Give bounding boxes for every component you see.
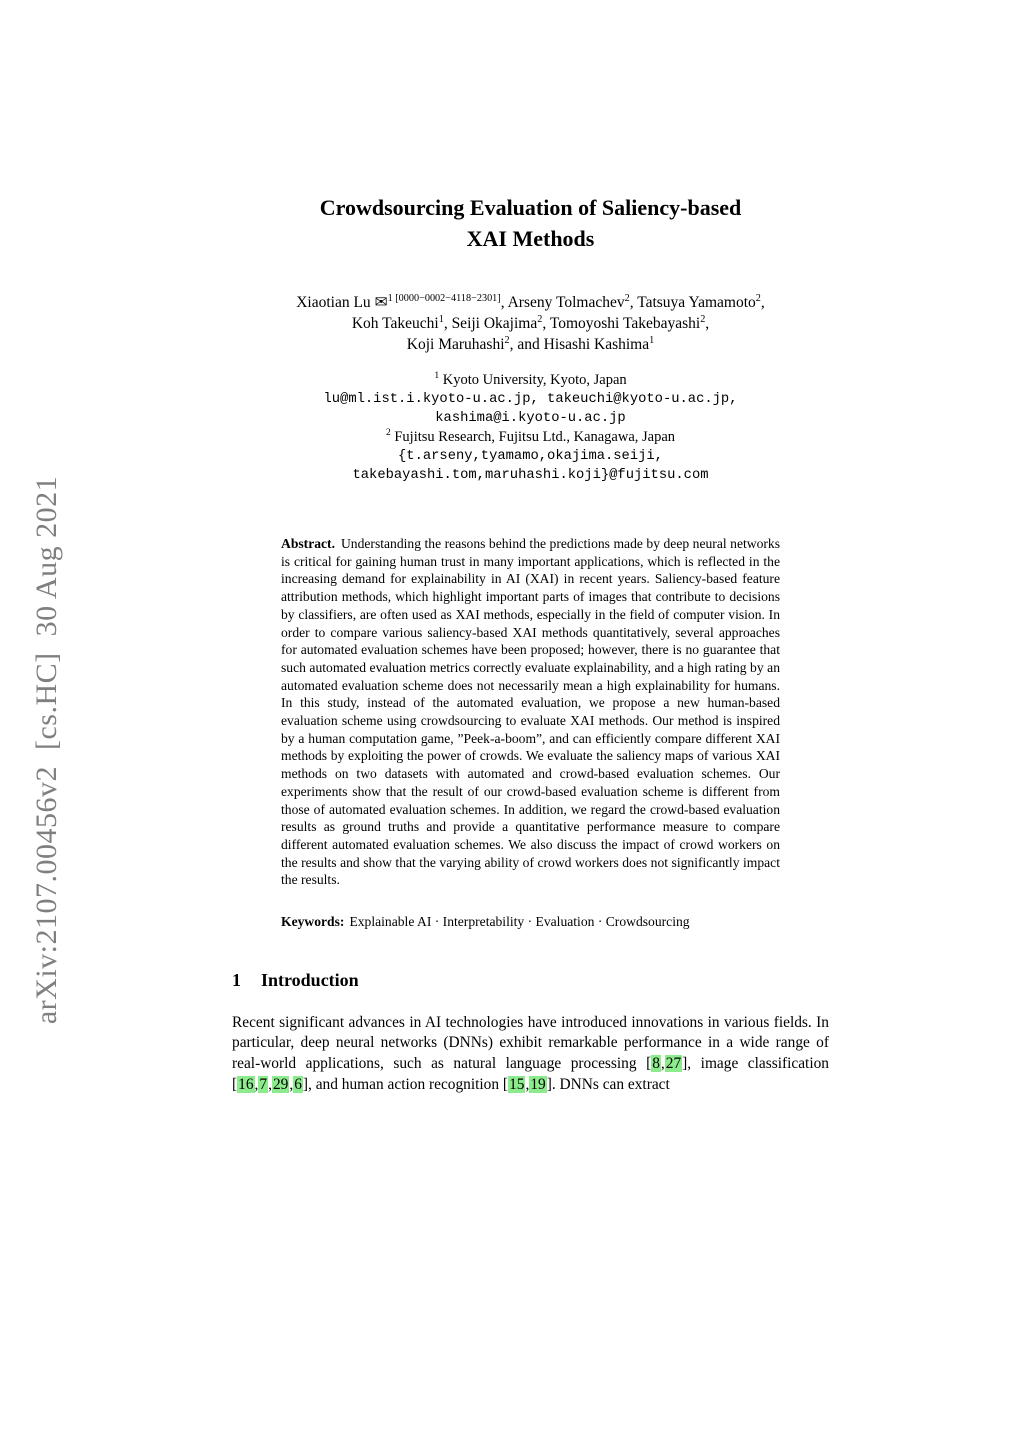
paper-title-line2: XAI Methods [466,226,595,251]
keywords [281,913,780,931]
superscript: 1 [438,313,444,325]
affiliation-block [232,371,829,485]
superscript: 2 [700,313,706,325]
email-line-kyoto-2: kashima@i.kyoto-u.ac.jp [435,411,626,426]
superscript: 1 [434,370,440,382]
paper-title-line1: Crowdsourcing Evaluation of Saliency-based [319,195,742,220]
email-line-fujitsu-1: {t.arseny,tyamamo,okajima.seiji, [398,449,663,464]
superscript: 1 [0000−0002−4118−2301] [387,292,501,304]
citation-link[interactable]: 15 [509,1075,525,1093]
citation-link[interactable]: 8 [652,1054,660,1072]
superscript: 2 [755,292,761,304]
superscript: 1 [649,334,655,346]
abstract-label: Abstract. [281,536,335,551]
arxiv-watermark: arXiv:2107.00456v2 [cs.HC] 30 Aug 2021 [30,475,63,1025]
affiliation-kyoto: $^1$ Kyoto University, Kyoto, Japan [434,370,627,388]
abstract [281,535,780,889]
citation-link[interactable]: 27 [665,1054,682,1072]
intro-paragraph: Recent significant advances in AI technologies have introduced innovations in various fields. In particular, deep neural networks (DNNs) exhibit remarkable performance in a wide range of real-world applications, such as natural language processing [8,27], image classification [16,7,29,6], and human action recognition [15,19]. DNNs can extract [232,1013,829,1093]
author-block [232,292,829,355]
citation-link[interactable]: 16 [238,1075,254,1093]
superscript: 2 [537,313,543,325]
email-line-kyoto-1: lu@ml.ist.i.kyoto-u.ac.jp, takeuchi@kyoto-u.ac.jp, [323,392,738,407]
email-line-fujitsu-2: takebayashi.tom,maruhashi.koji}@fujitsu.com [352,468,709,483]
paper-content [232,0,829,1095]
citation-link[interactable]: 19 [530,1075,546,1093]
envelope-icon: ✉ [374,294,388,311]
section-1-number: 1 [232,969,241,990]
paper-title [232,192,829,254]
affiliation-fujitsu: $^2$ Fujitsu Research, Fujitsu Ltd., Kanagawa, Japan [385,427,676,445]
author-line-2: Koh Takeuchi$^1$, Seiji Okajima$^2$, Tomoyoshi Takebayashi$^2$, [351,313,710,332]
abstract-text: Understanding the reasons behind the predictions made by deep neural networks is critical for gaining human trust in many important applications, which is reflected in the increasing demand for explainability in AI (XAI) in recent years. Saliency-based feature attribution methods, which highlight important parts of images that contribute to decisions by classifiers, are often used as XAI methods, especially in the field of computer vision. In order to compare various saliency-based XAI methods quantitatively, several approaches for automated evaluation schemes have been proposed; however, there is no guarantee that such automated evaluation metrics correctly evaluate explainability, and a high rating by an automated evaluation scheme does not necessarily mean a high explainability for humans. In this study, instead of the automated evaluation, we propose a new human-based evaluation scheme using crowdsourcing to evaluate XAI methods. Our method is inspired by a human computation game, ”Peek-a-boom”, and can efficiently compare different XAI methods by exploiting the power of crowds. We evaluate the saliency maps of various XAI methods on two datasets with automated and crowd-based evaluation schemes. Our experiments show that the result of our crowd-based evaluation scheme is different from those of automated evaluation schemes. In addition, we regard the crowd-based evaluation results as ground truths and provide a quantitative performance measure to compare different automated evaluation schemes. We also discuss the impact of crowd workers on the results and show that the varying ability of crowd workers does not significantly impact the results. [281,536,780,888]
superscript: 2 [504,334,510,346]
author-line-1: Xiaotian Lu ✉$^{1 [0000-0002-4118-2301]}$, Arseny Tolmachev$^2$, Tatsuya Yamamoto$^2$, [296,292,765,311]
section-1-heading [232,969,829,992]
citation-link[interactable]: 6 [294,1075,302,1093]
keywords-label: Keywords: [281,914,345,930]
author-line-3: Koji Maruhashi$^2$, and Hisashi Kashima$^1$ [406,334,655,353]
citation-link[interactable]: 29 [272,1075,289,1093]
superscript: 2 [624,292,630,304]
keywords-text: Explainable AI · Interpretability · Evaluation · Crowdsourcing [349,914,690,930]
section-1-title: Introduction [261,969,359,990]
superscript: 2 [385,427,391,439]
citation-link[interactable]: 7 [259,1075,268,1093]
